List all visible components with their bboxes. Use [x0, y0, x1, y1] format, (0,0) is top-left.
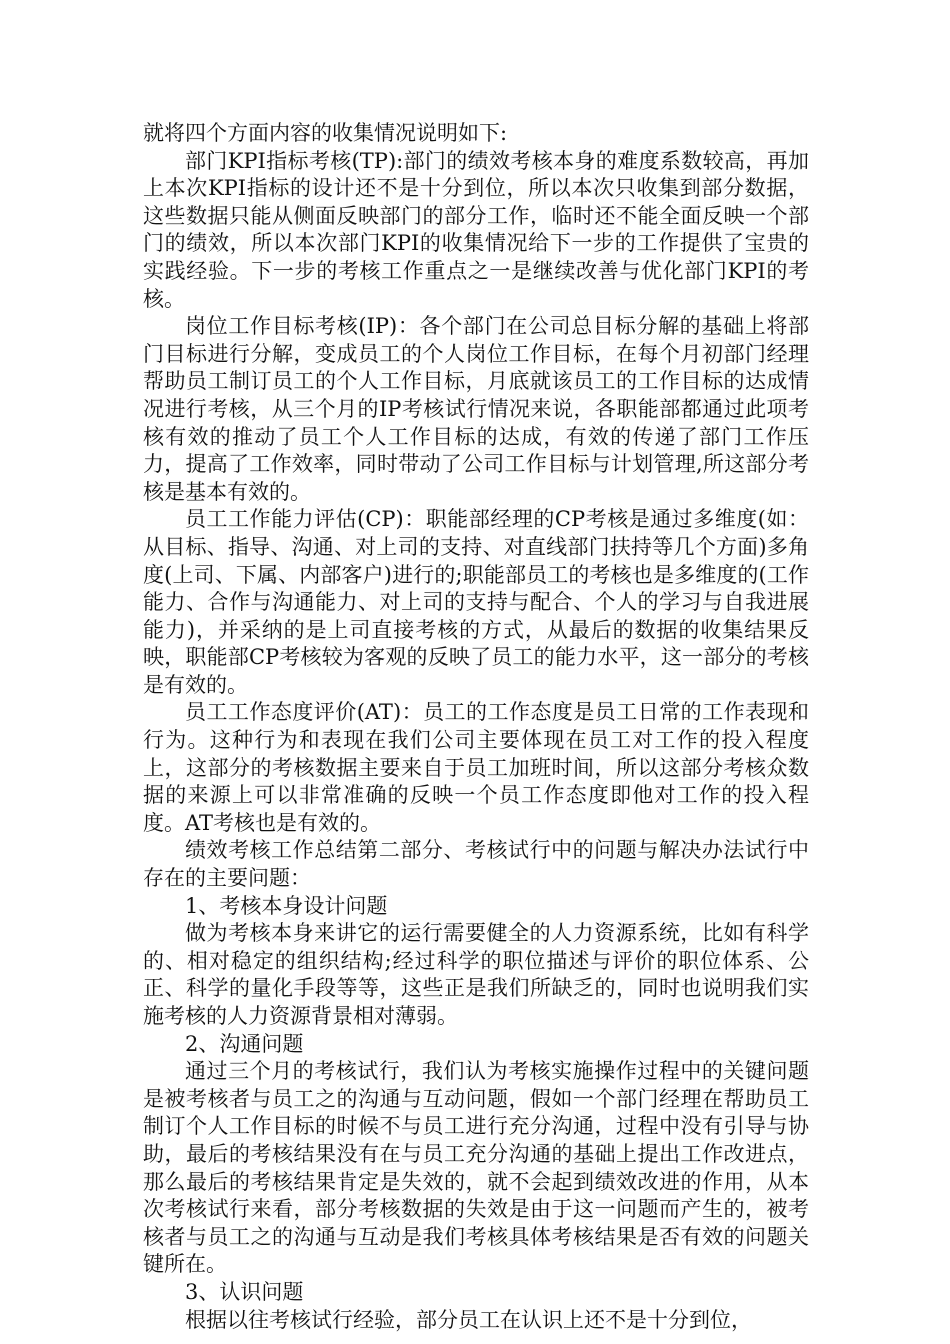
issue-1-heading: 1、考核本身设计问题 [185, 893, 388, 918]
issue-2-paragraph: 通过三个月的考核试行，我们认为考核实施操作过程中的关键问题是被考核者与员工之的沟通与互动问题，假如一个部门经理在帮助员工制订个人工作目标的时候不与员工进行充分沟通，过程中没有引导与协助，最后的考核结果没有在与员工充分沟通的基础上提出工作改进点，那么最后的考核结果肯定是失效的，就不会起到绩效改进的作用，从本次考核试行来看，部分考核数据的失效是由于这一问题而产生的，被考核者与员工之的沟通与互动是我们考核具体考核结果是否有效的问题关键所在。 [143, 1059, 809, 1277]
ip-assessment-paragraph: 岗位工作目标考核(IP)：各个部门在公司总目标分解的基础上将部门目标进行分解，变成员工的个人岗位工作目标，在每个月初部门经理帮助员工制订员工的个人工作目标，月底就该员工的工作目标的达成情况进行考核，从三个月的IP考核试行情况来说，各职能部都通过此项考核有效的推动了员工个人工作目标的达成，有效的传递了部门工作压力，提高了工作效率，同时带动了公司工作目标与计划管理,所这部分考核是基本有效的。 [143, 314, 809, 504]
document-page [143, 120, 809, 1334]
issue-2-heading: 2、沟通问题 [185, 1031, 304, 1056]
issue-3-paragraph: 根据以往考核试行经验，部分员工在认识上还不是十分到位， [185, 1307, 752, 1332]
issue-1-paragraph: 做为考核本身来讲它的运行需要健全的人力资源系统，比如有科学的、相对稳定的组织结构;经过科学的职位描述与评价的职位体系、公正、科学的量化手段等等，这些正是我们所缺乏的，同时也说明我们实施考核的人力资源背景相对薄弱。 [143, 921, 809, 1028]
intro-paragraph: 就将四个方面内容的收集情况说明如下: [143, 121, 508, 145]
kpi-assessment-paragraph: 部门KPI指标考核(TP):部门的绩效考核本身的难度系数较高，再加上本次KPI指标的设计还不是十分到位，所以本次只收集到部分数据，这些数据只能从侧面反映部门的部分工作，临时还不能全面反映一个部门的绩效，所以本次部门KPI的收集情况给下一步的工作提供了宝贵的实践经验。下一步的考核工作重点之一是继续改善与优化部门KPI的考核。 [143, 148, 809, 311]
at-assessment-paragraph: 员工工作态度评价(AT)：员工的工作态度是员工日常的工作表现和行为。这种行为和表现在我们公司主要体现在员工对工作的投入程度上，这部分的考核数据主要来自于员工加班时间，所以这部分考核众数据的来源上可以非常准确的反映一个员工作态度即他对工作的投入程度。AT考核也是有效的。 [143, 700, 809, 835]
cp-assessment-paragraph: 员工工作能力评估(CP)：职能部经理的CP考核是通过多维度(如：从目标、指导、沟通、对上司的支持、对直线部门扶持等几个方面)多角度(上司、下属、内部客户)进行的;职能部员工的考核也是多维度的(工作能力、合作与沟通能力、对上司的支持与配合、个人的学习与自我进展能力)，并采纳的是上司直接考核的方式，从最后的数据的收集结果反映，职能部CP考核较为客观的反映了员工的能力水平，这一部分的考核是有效的。 [143, 507, 809, 697]
issue-3-heading: 3、认识问题 [185, 1279, 304, 1304]
section-two-heading: 绩效考核工作总结第二部分、考核试行中的问题与解决办法试行中存在的主要问题： [143, 838, 809, 891]
